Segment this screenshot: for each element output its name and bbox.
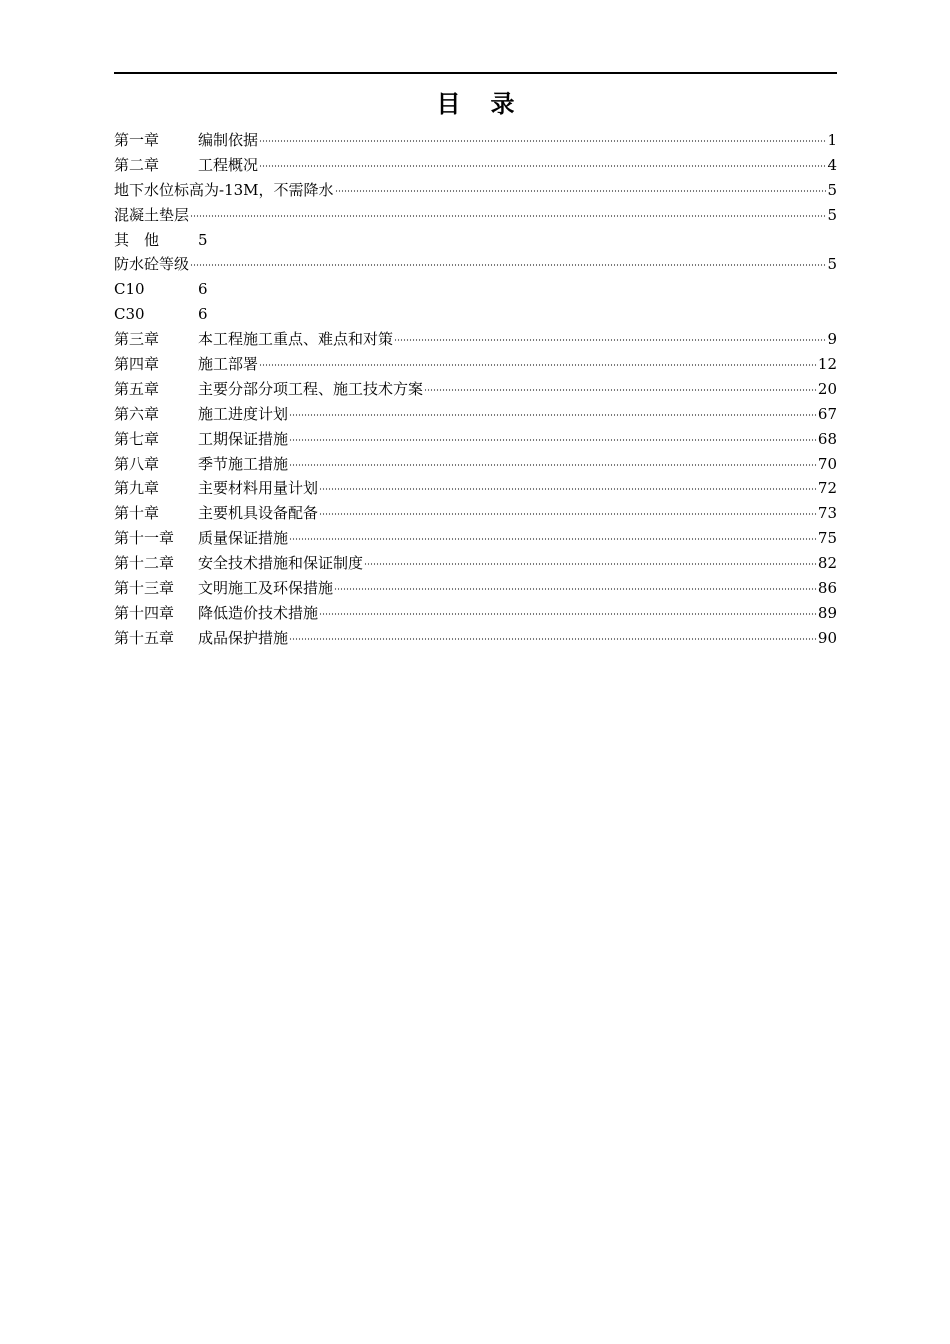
- toc-entry-page: 73: [817, 504, 837, 523]
- toc-entry[interactable]: [114, 178, 837, 203]
- dot-leader: [319, 488, 817, 490]
- toc-entry-title: 降低造价技术措施: [198, 603, 319, 622]
- dot-leader: [259, 140, 826, 142]
- toc-entry[interactable]: [114, 551, 837, 576]
- toc-entry-label: 第十一章: [114, 529, 175, 548]
- toc-entry-page: 68: [817, 429, 837, 448]
- toc-entry[interactable]: [114, 576, 837, 601]
- toc-entry-title: 安全技术措施和保证制度: [198, 554, 364, 573]
- toc-entry[interactable]: [114, 228, 837, 253]
- toc-title-char: 录: [490, 89, 515, 118]
- header-rule: [114, 72, 837, 74]
- toc-entry[interactable]: [114, 626, 837, 651]
- dot-leader: [364, 563, 817, 565]
- dot-leader: [394, 339, 826, 341]
- dot-leader: [424, 389, 817, 391]
- toc-entry-page: 5: [827, 255, 837, 274]
- toc-entry[interactable]: [114, 327, 837, 352]
- toc-entry-label: 第十三章: [114, 579, 175, 598]
- dot-leader: [289, 538, 817, 540]
- toc-entry[interactable]: [114, 377, 837, 402]
- toc-entry-label: 第九章: [114, 479, 160, 498]
- dot-leader: [259, 165, 826, 167]
- toc-entry-title: 主要机具设备配备: [198, 504, 319, 523]
- dot-leader: [335, 190, 827, 192]
- toc-entry[interactable]: [114, 252, 837, 277]
- toc-entry-label: 第十四章: [114, 603, 175, 622]
- toc-entry-page: 6: [198, 305, 208, 324]
- toc-entry-title: 工期保证措施: [198, 429, 289, 448]
- toc-entry-title: 防水砼等级: [114, 255, 190, 274]
- toc-entry-label: 第十五章: [114, 628, 175, 647]
- toc-entry-title: 本工程施工重点、难点和对策: [198, 330, 394, 349]
- toc-entry-label: 第十二章: [114, 554, 175, 573]
- toc-entry[interactable]: [114, 302, 837, 327]
- toc-entry-page: 9: [827, 330, 837, 349]
- toc-entry-title: 施工部署: [198, 355, 259, 374]
- dot-leader: [289, 414, 817, 416]
- toc-entry-page: 89: [817, 603, 837, 622]
- toc-entry-label: 第一章: [114, 131, 160, 149]
- toc-entry-page: 75: [817, 529, 837, 548]
- toc-entry-title: 工程概况: [198, 155, 259, 174]
- toc-entry-page: 20: [817, 379, 837, 398]
- toc-entry-title: 季节施工措施: [198, 454, 289, 473]
- toc-entry-page: 5: [198, 230, 208, 249]
- toc-entry[interactable]: [114, 452, 837, 477]
- toc-entry-title: 文明施工及环保措施: [198, 579, 334, 598]
- toc-entry-title: 地下水位标高为-13M，不需降水: [114, 180, 334, 199]
- toc-entry-page: 67: [817, 404, 837, 423]
- toc-entry[interactable]: [114, 526, 837, 551]
- toc-entry-title: 质量保证措施: [198, 529, 289, 548]
- toc-entry-label: C10: [114, 280, 145, 299]
- toc-entry-label: 第二章: [114, 155, 160, 174]
- dot-leader: [289, 439, 817, 441]
- toc-entry-page: 6: [198, 280, 208, 299]
- toc-entry[interactable]: [114, 427, 837, 452]
- toc-entry-label: [114, 228, 198, 253]
- toc-entry-label: C30: [114, 305, 145, 324]
- dot-leader: [334, 588, 817, 590]
- dot-leader: [259, 364, 817, 366]
- dot-leader: [319, 613, 817, 615]
- toc-title-char: 目: [436, 89, 461, 118]
- toc-entry-label: 第四章: [114, 355, 160, 374]
- toc-entry-page: 70: [817, 454, 837, 473]
- toc-entry[interactable]: [114, 352, 837, 377]
- dot-leader: [289, 638, 817, 640]
- toc-entry-page: 5: [827, 205, 837, 224]
- toc-entry[interactable]: [114, 402, 837, 427]
- toc-entry[interactable]: [114, 203, 837, 228]
- toc-entry-title: 成品保护措施: [198, 628, 289, 647]
- toc-entry[interactable]: [114, 277, 837, 302]
- toc-entry-title: 主要材料用量计划: [198, 479, 319, 498]
- toc-entry-title: 编制依据: [198, 131, 259, 149]
- toc-entry-label-char: 其: [114, 230, 130, 249]
- toc-entry-page: 1: [827, 131, 837, 149]
- toc-entry-page: 86: [817, 579, 837, 598]
- dot-leader: [289, 464, 817, 466]
- toc-entry[interactable]: [114, 476, 837, 501]
- toc-entry-page: 4: [827, 155, 837, 174]
- toc-entry-label: 第六章: [114, 404, 160, 423]
- dot-leader: [190, 264, 826, 266]
- toc-entry-title: 施工进度计划: [198, 404, 289, 423]
- toc-entry-label: 第五章: [114, 379, 160, 398]
- toc-entry-label: 第七章: [114, 429, 160, 448]
- toc-entry-label: 第三章: [114, 330, 160, 349]
- toc-title: [114, 86, 837, 122]
- toc-entry-page: 12: [817, 355, 837, 374]
- toc-entry-page: 72: [817, 479, 837, 498]
- toc-entry-label: 第八章: [114, 454, 160, 473]
- toc-entry-label-char: 他: [144, 230, 160, 249]
- dot-leader: [190, 215, 826, 217]
- dot-leader: [319, 513, 817, 515]
- toc-entry-page: 90: [817, 628, 837, 647]
- toc-list: [114, 128, 837, 651]
- toc-entry-title: 主要分部分项工程、施工技术方案: [198, 379, 424, 398]
- toc-entry-page: 82: [817, 554, 837, 573]
- toc-entry-page: 5: [827, 180, 837, 199]
- toc-entry-title: 混凝土垫层: [114, 205, 190, 224]
- toc-entry-label: 第十章: [114, 504, 160, 523]
- toc-entry[interactable]: [114, 601, 837, 626]
- toc-entry[interactable]: [114, 128, 837, 153]
- toc-entry[interactable]: [114, 153, 837, 178]
- toc-entry[interactable]: [114, 501, 837, 526]
